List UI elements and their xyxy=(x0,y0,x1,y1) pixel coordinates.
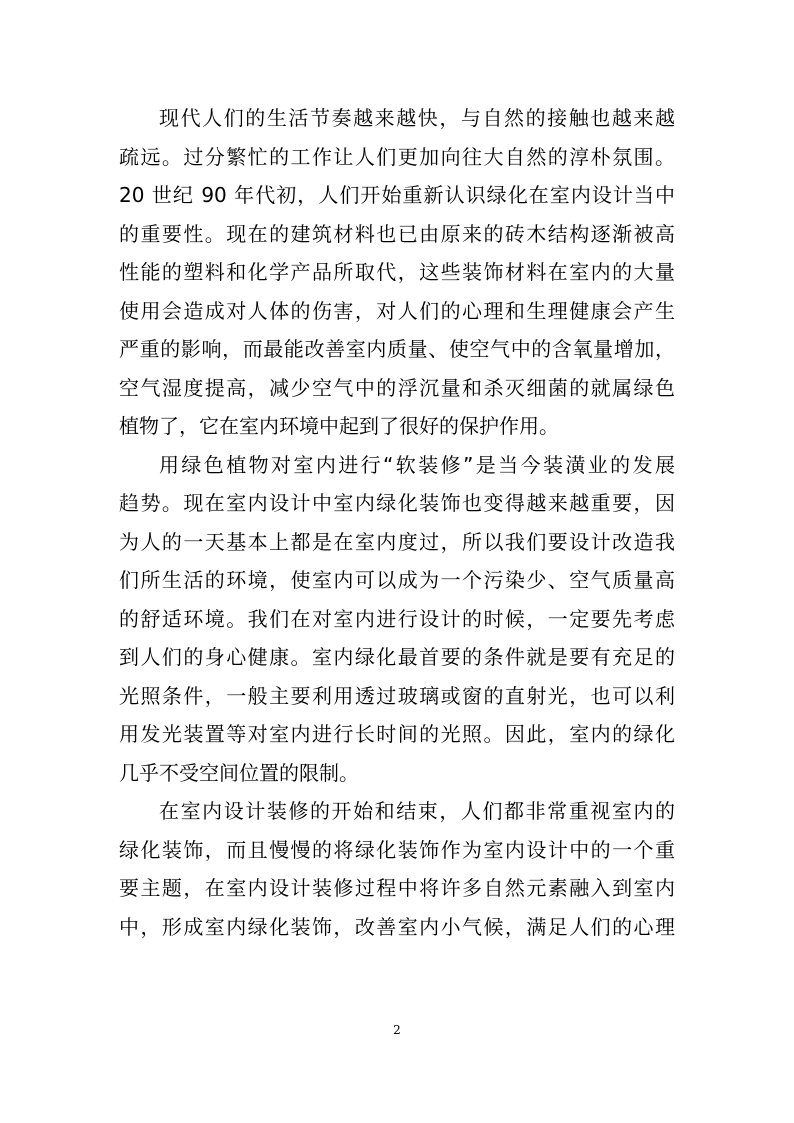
page-number: 2 xyxy=(393,1023,401,1037)
text-line: 们所生活的环境，使室内可以成为一个污染少、空气质量高 xyxy=(119,568,675,592)
text-line: 中，形成室内绿化装饰，改善室内小气候，满足人们的心理 xyxy=(119,914,675,939)
text-line: 20 世纪 90 年代初，人们开始重新认识绿化在室内设计当中 xyxy=(119,183,675,207)
text-line: 性能的塑料和化学产品所取代，这些装饰材料在室内的大量 xyxy=(119,260,675,284)
text-line: 到人们的身心健康。室内绿化最首要的条件就是要有充足的 xyxy=(119,645,675,669)
text-line: 现代人们的生活节奏越来越快，与自然的接触也越来越 xyxy=(159,106,675,130)
text-line: 为人的一天基本上都是在室内度过，所以我们要设计改造我 xyxy=(119,529,675,554)
text-line: 在室内设计装修的开始和结束，人们都非常重视室内的 xyxy=(159,799,675,823)
text-line: 疏远。过分繁忙的工作让人们更加向往大自然的淳朴氛围。 xyxy=(119,144,675,169)
text-line: 趋势。现在室内设计中室内绿化装饰也变得越来越重要，因 xyxy=(119,491,675,515)
text-line: 使用会造成对人体的伤害，对人们的心理和生理健康会产生 xyxy=(119,298,675,323)
text-line: 绿化装饰，而且慢慢的将绿化装饰作为室内设计中的一个重 xyxy=(119,837,675,862)
text-line: 的舒适环境。我们在对室内进行设计的时候，一定要先考虑 xyxy=(119,606,675,631)
text-line: 要主题，在室内设计装修过程中将许多自然元素融入到室内 xyxy=(119,876,675,900)
text-line: 空气湿度提高，减少空气中的浮沉量和杀灭细菌的就属绿色 xyxy=(119,375,675,400)
text-line: 严重的影响，而最能改善室内质量、使空气中的含氧量增加， xyxy=(119,337,675,361)
text-line: 光照条件，一般主要利用透过玻璃或窗的直射光，也可以利 xyxy=(119,683,675,708)
text-line: 的重要性。现在的建筑材料也已由原来的砖木结构逐渐被高 xyxy=(119,221,675,246)
text-line: 用绿色植物对室内进行“软装修”是当今装潢业的发展 xyxy=(159,452,675,477)
text-line: 用发光装置等对室内进行长时间的光照。因此，室内的绿化 xyxy=(119,722,675,746)
text-line: 植物了，它在室内环境中起到了很好的保护作用。 xyxy=(119,414,559,438)
body-text xyxy=(119,99,675,946)
text-line: 几乎不受空间位置的限制。 xyxy=(119,760,359,785)
